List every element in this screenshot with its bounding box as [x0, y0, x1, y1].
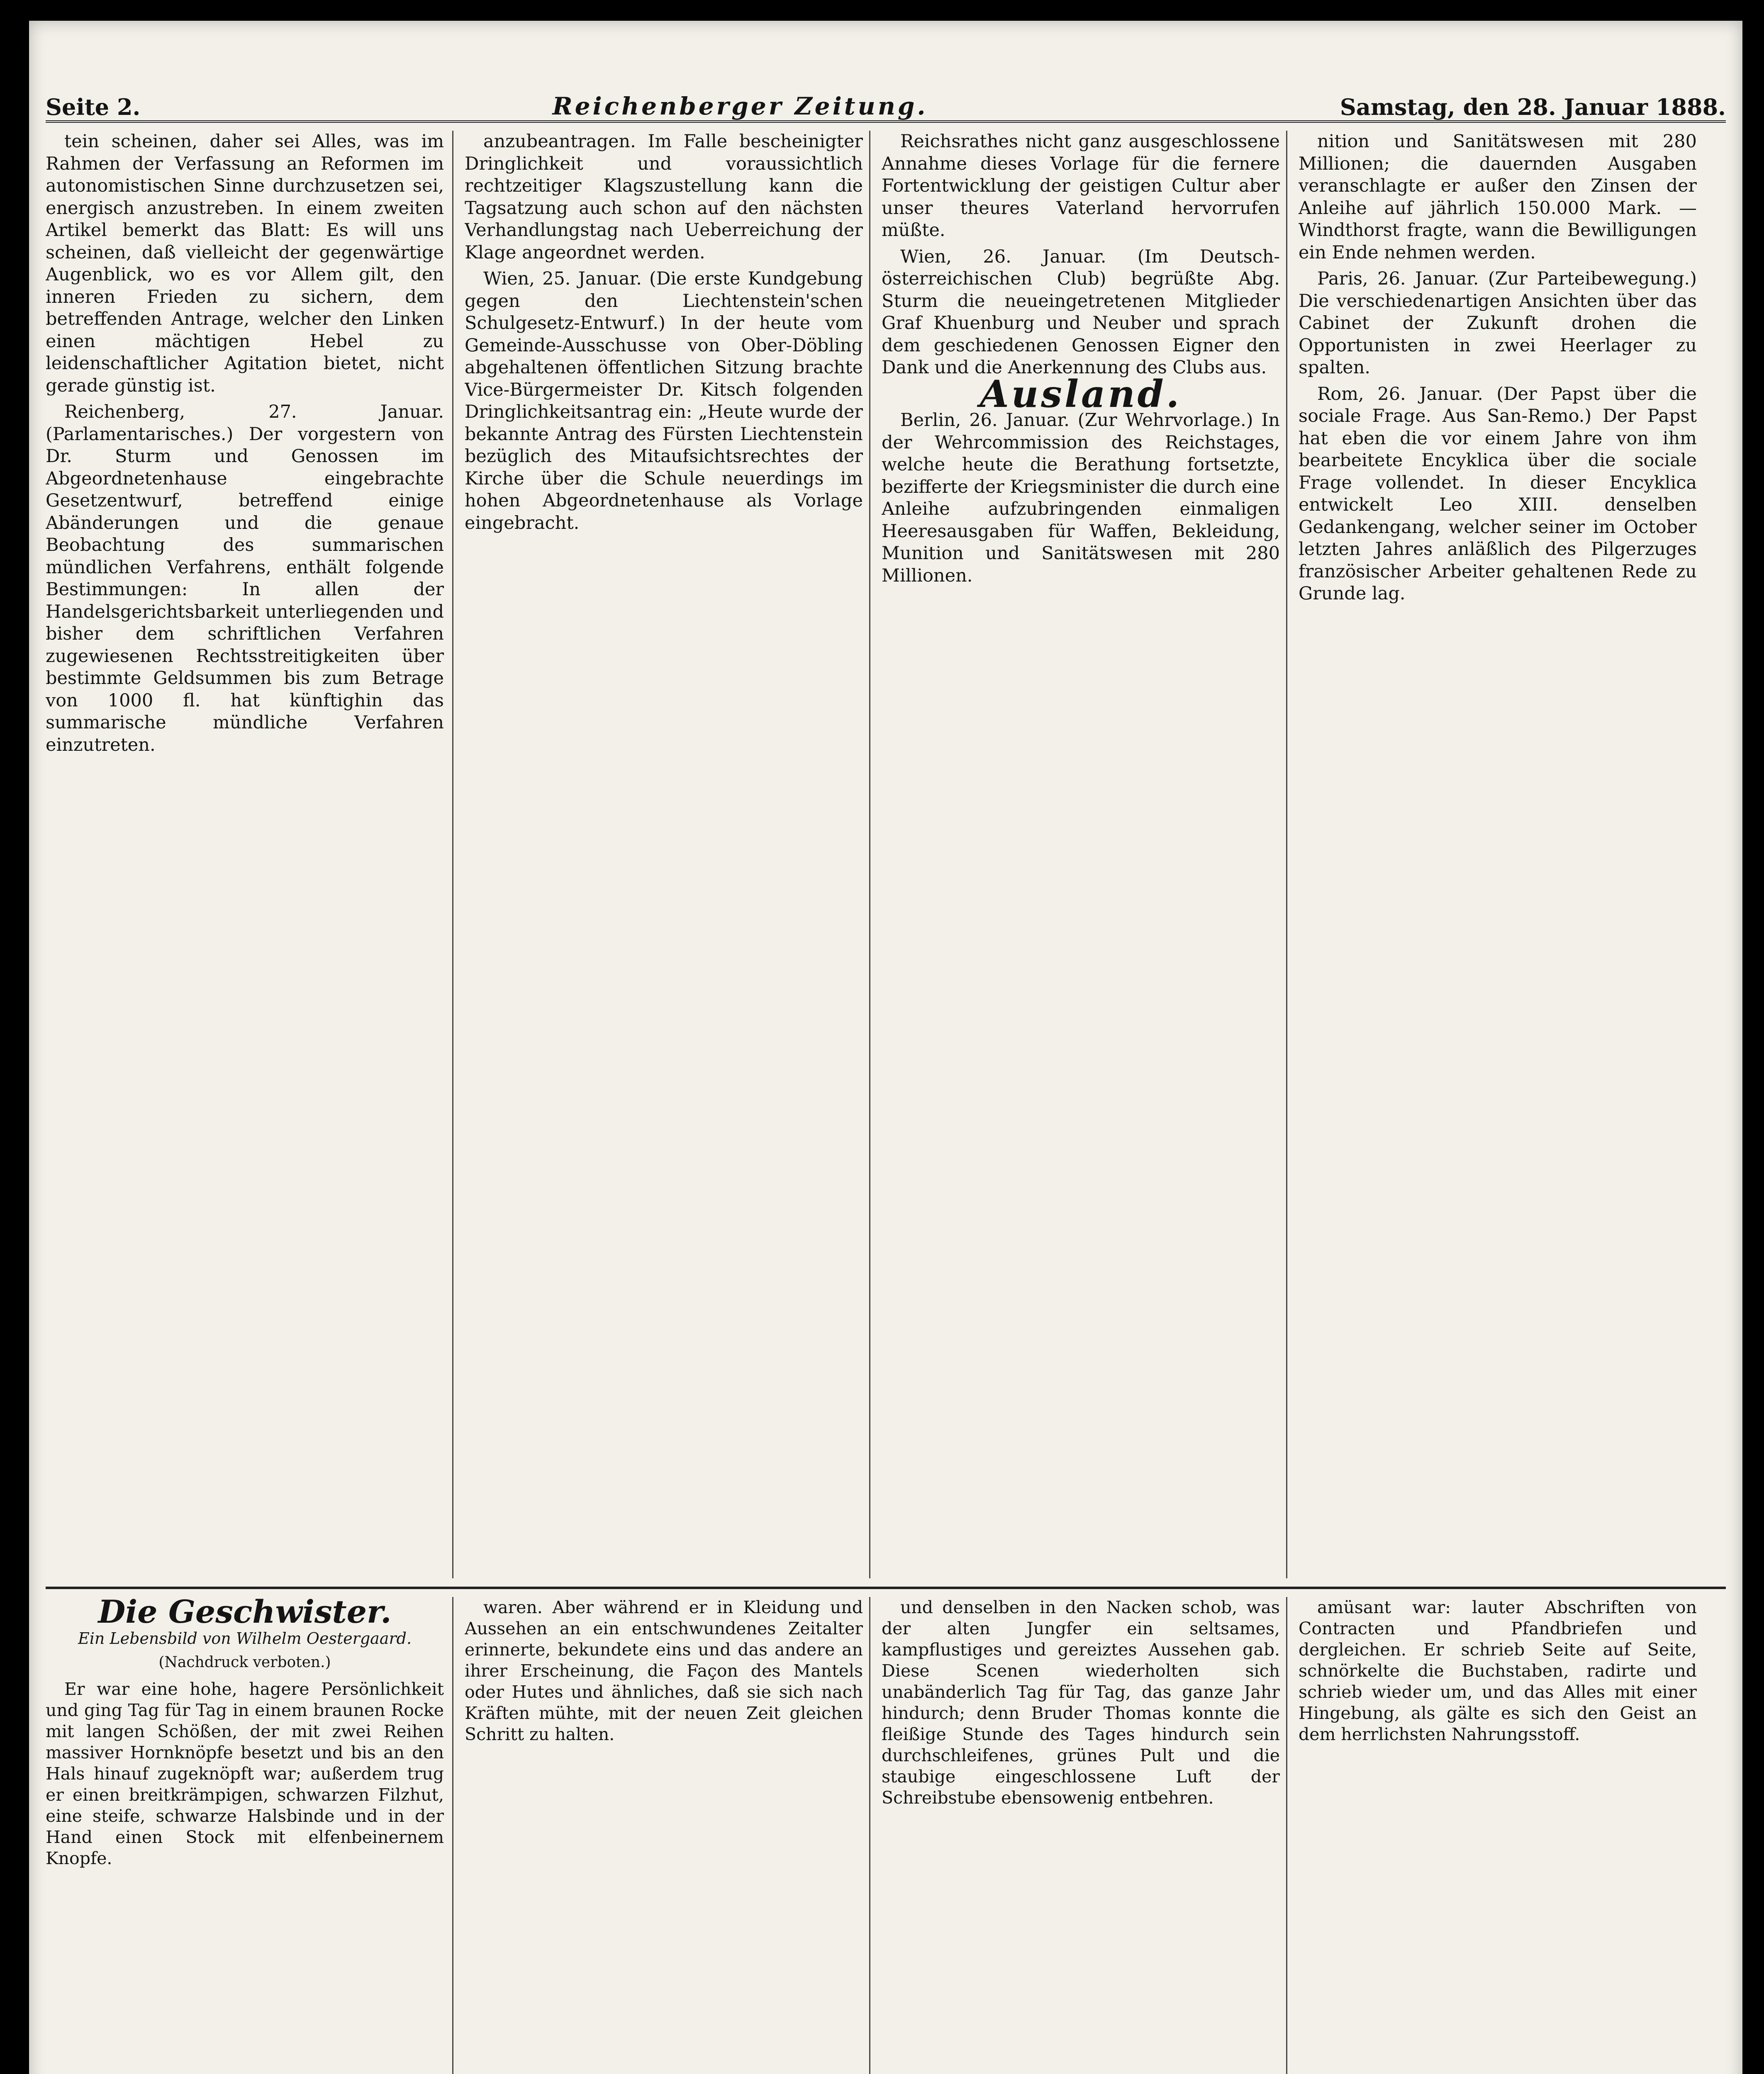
- feuilleton-separator: [46, 1587, 1726, 1589]
- column-rule: [1286, 131, 1287, 1578]
- column-rule: [452, 131, 453, 1578]
- feuilleton-column-3: [882, 1597, 1280, 2074]
- feuilleton-column-1: [46, 1597, 444, 2074]
- paragraph: amüsant war: lauter Abschriften von Contracten und Pfandbriefen und dergleichen. Er schrieb Seite auf Seite, schnörkelte die Buchstaben, radirte und schrieb wieder um, und das Alles mit einer Hingebung, als gälte es sich den Geist an dem herrlichsten Nahrungsstoff.: [1299, 1597, 1697, 1744]
- paragraph: Paris, 26. Januar. (Zur Parteibewegung.) Die verschiedenartigen Ansichten über das Cabinet der Zukunft drohen die Opportunisten in zwei Heerlager zu spalten.: [1299, 268, 1697, 378]
- paragraph: waren. Aber während er in Kleidung und Aussehen an ein entschwundenes Zeitalter erinnerte, bekundete eins und das andere an ihrer Erscheinung, die Façon des Mantels oder Hutes und ähnliches, daß sie sich nach Kräften mühte, mit der neuen Zeit gleichen Schritt zu halten.: [465, 1597, 863, 1744]
- paragraph: Rom, 26. Januar. (Der Papst über die sociale Frage. Aus San-Remo.) Der Papst hat eben die vor einem Jahre von ihm bearbeitete Encyklica über die sociale Frage vollendet. In dieser Encyklica entwickelt Leo XIII. denselben Gedankengang, welcher seiner im October letzten Jahres anläßlich des Pilgerzuges französischer Arbeiter gehaltenen Rede zu Grunde lag.: [1299, 383, 1697, 604]
- section-heading: Ausland.: [979, 372, 1182, 416]
- column-rule: [452, 1597, 453, 2074]
- news-column-4: [1299, 131, 1697, 1578]
- news-column-1: [46, 131, 444, 1578]
- news-column-3: [882, 131, 1280, 1578]
- paragraph: nition und Sanitätswesen mit 280 Millionen; die dauernden Ausgaben veranschlagte er außer den Zinsen der Anleihe auf jährlich 150.000 Mark. — Windthorst fragte, wann die Bewilligungen ein Ende nehmen werden.: [1299, 131, 1697, 263]
- feuilleton-column-4: [1299, 1597, 1697, 2074]
- paragraph: Er war eine hohe, hagere Persönlichkeit und ging Tag für Tag in einem braunen Rocke mit langen Schößen, der mit zwei Reihen massiver Hornknöpfe besetzt und bis an den Hals hinauf zugeknöpft war; außerdem trug er einen breitkrämpigen, schwarzen Filzhut, eine steife, schwarze Halsbinde und in der Hand einen Stock mit elfenbeinernem Knopfe.: [46, 1679, 444, 1868]
- story-title: Die Geschwister.: [98, 1597, 392, 1630]
- paragraph: Berlin, 26. Januar. (Zur Wehrvorlage.) In der Wehrcommission des Reichstages, welche heute die Berathung fortsetzte, bezifferte der Kriegsminister die durch eine Anleihe aufzubringenden einmaligen Heeresausgaben für Waffen, Bekleidung, Munition und Sanitätswesen mit 280 Millionen.: [882, 410, 1280, 586]
- page-number: Seite 2.: [46, 94, 141, 120]
- issue-date: Samstag, den 28. Januar 1888.: [1340, 94, 1726, 120]
- paragraph: Wien, 25. Januar. (Die erste Kundgebung gegen den Liechtenstein'schen Schulgesetz-Entwurf.) In der heute vom Gemeinde-Ausschusse von Ober-Döbling abgehaltenen öffentlichen Sitzung brachte Vice-Bürgermeister Dr. Kitsch folgenden Dringlichkeitsantrag ein: „Heute wurde der bekannte Antrag des Fürsten Liechtenstein bezüglich des Mitaufsichtsrechtes der Kirche über die Schule neuerdings im hohen Abgeordnetenhause als Vorlage eingebracht.: [465, 268, 863, 533]
- column-rule: [869, 1597, 870, 2074]
- feuilleton-column-2: [465, 1597, 863, 2074]
- page-header: [46, 83, 1726, 123]
- column-rule: [1286, 1597, 1287, 2074]
- paragraph: Wien, 26. Januar. (Im Deutsch-österreichischen Club) begrüßte Abg. Sturm die neueingetretenen Mitglieder Graf Khuenburg und Neuber und sprach dem geschiedenen Genossen Eigner den Dank und die Anerkennung des Clubs aus.: [882, 246, 1280, 378]
- paragraph: Reichsrathes nicht ganz ausgeschlossene Annahme dieses Vorlage für die fernere Fortentwicklung der geistigen Cultur aber unser theures Vaterland hervorrufen müßte.: [882, 131, 1280, 241]
- paragraph: Reichenberg, 27. Januar. (Parlamentarisches.) Der vorgestern von Dr. Sturm und Genossen im Abgeordnetenhause eingebrachte Gesetzentwurf, betreffend einige Abänderungen und die genaue Beobachtung des summarischen mündlichen Verfahrens, enthält folgende Bestimmungen: In allen der Handelsgerichtsbarkeit unterliegenden und bisher dem schriftlichen Verfahren zugewiesenen Rechtsstreitigkeiten über bestimmte Geldsummen bis zum Betrage von 1000 fl. hat künftighin das summarische mündliche Verfahren einzutreten.: [46, 402, 444, 755]
- paragraph: tein scheinen, daher sei Alles, was im Rahmen der Verfassung an Reformen im autonomistischen Sinne durchzusetzen sei, energisch anzustreben. In einem zweiten Artikel bemerkt das Blatt: Es will uns scheinen, daß vielleicht der gegenwärtige Augenblick, wo es vor Allem gilt, den inneren Frieden zu sichern, dem betreffenden Antrage, welcher den Linken einen mächtigen Hebel zu leidenschaftlicher Agitation bietet, nicht gerade günstig ist.: [46, 131, 444, 396]
- reprint-note: (Nachdruck verboten.): [158, 1654, 331, 1671]
- masthead: Reichenberger Zeitung.: [552, 92, 928, 120]
- paragraph: und denselben in den Nacken schob, was der alten Jungfer ein seltsames, kampflustiges und gereiztes Aussehen gab. Diese Scenen wiederholten sich unabänderlich Tag für Tag, das ganze Jahr hindurch; denn Bruder Thomas konnte die fleißige Stunde des Tages hindurch sein durchschleifenes, grünes Pult und die staubige eingeschlossene Luft der Schreibstube ebensowenig entbehren.: [882, 1597, 1280, 1808]
- news-column-2: [465, 131, 863, 1578]
- story-subtitle: Ein Lebensbild von Wilhelm Oestergaard.: [78, 1629, 412, 1648]
- newspaper-page: [29, 21, 1742, 2074]
- paragraph: anzubeantragen. Im Falle bescheinigter Dringlichkeit und voraussichtlich rechtzeitiger Klagszustellung kann die Tagsatzung auch schon auf den nächsten Verhandlungstag nach Ueberreichung der Klage angeordnet werden.: [465, 131, 863, 263]
- column-rule: [869, 131, 870, 1578]
